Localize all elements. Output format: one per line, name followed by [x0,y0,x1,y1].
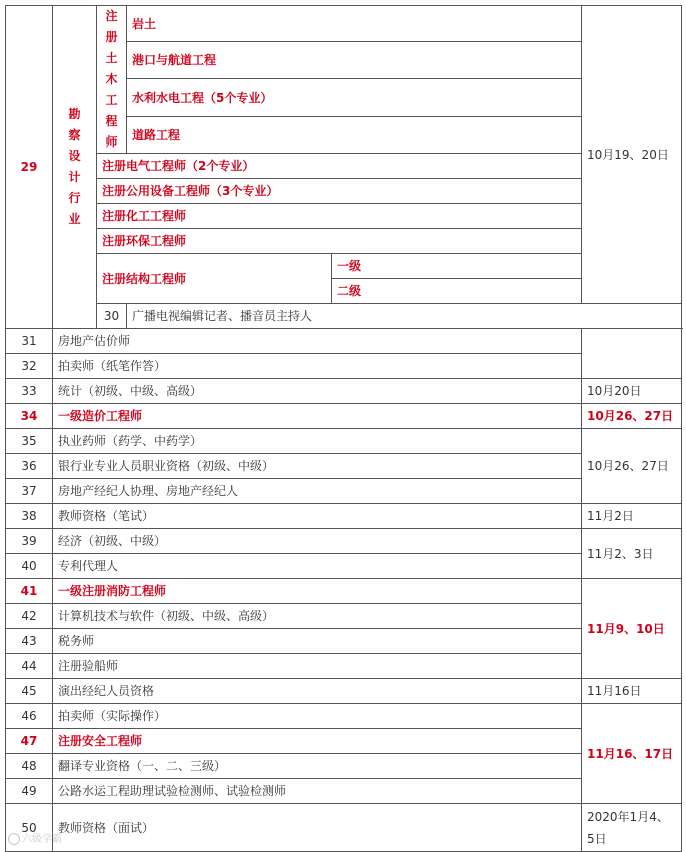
exam-name: 公路水运工程助理试验检测师、试验检测师 [53,779,582,804]
table-row [6,579,682,604]
industry-label-text: 勘察设计行业 [68,107,81,226]
row-number: 46 [6,704,53,729]
table-row [6,154,682,179]
table-row [6,754,682,779]
exam-name: 一级注册消防工程师 [53,579,582,604]
table-row [6,379,682,404]
exam-name: 一级造价工程师 [53,404,582,429]
table-row [6,329,682,354]
civil-item: 岩土 [127,6,582,42]
row-number: 29 [6,6,53,329]
industry-label [53,6,97,329]
exam-name: 房地产估价师 [53,329,582,354]
exam-name: 执业药师（药学、中药学） [53,429,582,454]
row-number: 47 [6,729,53,754]
row-number: 39 [6,529,53,554]
row-number: 34 [6,404,53,429]
table-row [6,429,682,454]
exam-name: 房地产经纪人协理、房地产经纪人 [53,479,582,504]
civil-item: 道路工程 [127,116,582,153]
exam-schedule-table [5,5,682,852]
row-number: 48 [6,754,53,779]
exam-name: 税务师 [53,629,582,654]
row-number: 44 [6,654,53,679]
exam-name: 注册化工工程师 [97,204,582,229]
exam-date: 11月16、17日 [582,704,682,804]
row-number: 32 [6,354,53,379]
row-number: 36 [6,454,53,479]
exam-name: 拍卖师（实际操作） [53,704,582,729]
exam-name: 专利代理人 [53,554,582,579]
row-number: 31 [6,329,53,354]
exam-name: 广播电视编辑记者、播音员主持人 [127,304,682,329]
civil-item: 港口与航道工程 [127,42,582,79]
row-number: 37 [6,479,53,504]
exam-name: 注册结构工程师 [97,254,332,304]
exam-date: 10月26、27日 [582,429,682,504]
table-row [6,679,682,704]
level-label: 一级 [332,254,582,279]
row-number: 49 [6,779,53,804]
table-row [6,629,682,654]
exam-date: 11月2、3日 [582,529,682,579]
exam-name: 注册安全工程师 [53,729,582,754]
exam-name: 注册电气工程师（2个专业） [97,154,582,179]
exam-date: 11月9、10日 [582,579,682,679]
exam-date: 10月19、20日 [582,6,682,304]
row-number: 50 [6,804,53,852]
table-row [6,779,682,804]
row-number: 42 [6,604,53,629]
table-row [6,404,682,429]
watermark-logo-icon [8,833,20,845]
table-row [6,179,682,204]
table-row [6,554,682,579]
table-row [6,304,682,329]
table-row [6,604,682,629]
exam-date: 11月16日 [582,679,682,704]
exam-name: 经济（初级、中级） [53,529,582,554]
civil-engineer-label-text: 注册土木工程师 [105,9,118,149]
exam-name: 计算机技术与软件（初级、中级、高级） [53,604,582,629]
table-row [6,504,682,529]
table-row [6,804,682,852]
exam-name: 银行业专业人员职业资格（初级、中级） [53,454,582,479]
table-row [6,479,682,504]
exam-name: 翻译专业资格（一、二、三级） [53,754,582,779]
row-number: 30 [97,304,127,329]
exam-name: 统计（初级、中级、高级） [53,379,582,404]
table-row [6,454,682,479]
row-number: 41 [6,579,53,604]
exam-name: 注册公用设备工程师（3个专业） [97,179,582,204]
exam-name: 演出经纪人员资格 [53,679,582,704]
row-number: 43 [6,629,53,654]
table-row [6,704,682,729]
table-row [6,529,682,554]
exam-date: 11月2日 [582,504,682,529]
exam-name: 注册验船师 [53,654,582,679]
exam-name: 教师资格（笔试） [53,504,582,529]
row-number: 40 [6,554,53,579]
exam-date: 2020年1月4、5日 [582,804,682,852]
row-number: 38 [6,504,53,529]
exam-date: 10月26、27日 [582,404,682,429]
table-row [6,6,682,42]
exam-name: 拍卖师（纸笔作答） [53,354,582,379]
exam-name: 注册环保工程师 [97,229,582,254]
level-label: 二级 [332,279,582,304]
watermark-text: 六级学霸 [22,834,62,845]
exam-name: 教师资格（面试） [53,804,582,852]
table-row [6,229,682,254]
exam-date: 10月20日 [582,379,682,404]
row-number: 45 [6,679,53,704]
row-number: 35 [6,429,53,454]
table-row [6,654,682,679]
table-row [6,204,682,229]
civil-item: 水利水电工程（5个专业） [127,79,582,116]
table-row [6,354,682,379]
watermark [8,830,62,845]
civil-engineer-label [97,6,127,154]
table-row [6,729,682,754]
table-row [6,254,682,279]
row-number: 33 [6,379,53,404]
